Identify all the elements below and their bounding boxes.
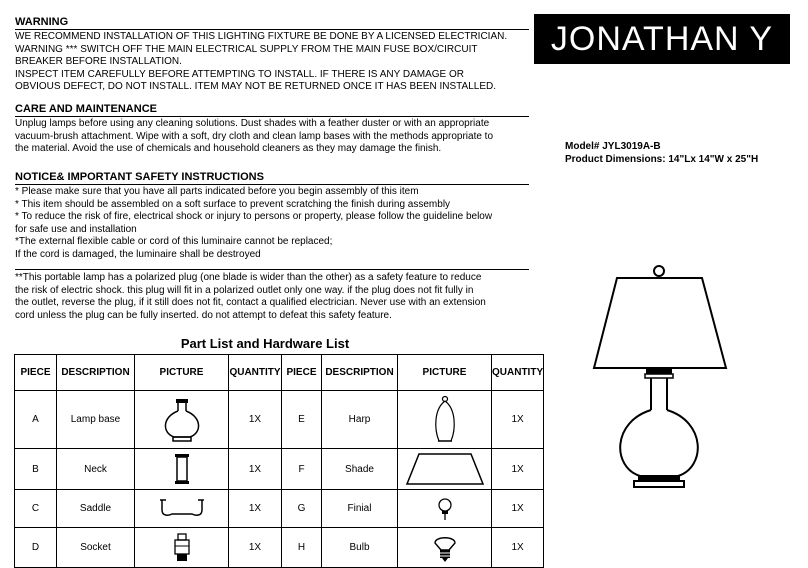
quantity-cell: 1X bbox=[492, 490, 544, 528]
divider bbox=[15, 29, 529, 30]
harp-icon bbox=[430, 395, 460, 445]
product-dimensions: Product Dimensions: 14"Lx 14"W x 25"H bbox=[565, 154, 759, 165]
header-piece: PIECE bbox=[282, 355, 322, 391]
notice-line: If the cord is damaged, the luminaire shall be destroyed bbox=[15, 248, 261, 260]
table-row bbox=[15, 391, 544, 449]
care-line: the material. Avoid the use of chemicals and household cleaners as they may damage the finish. bbox=[15, 143, 442, 154]
plug-text bbox=[15, 272, 535, 322]
warning-text bbox=[15, 31, 535, 94]
plug-line: **This portable lamp has a polarized plug (one blade is wider than the other) as a safety feature to reduce bbox=[15, 272, 482, 283]
quantity-cell: 1X bbox=[492, 391, 544, 449]
description-cell: Socket bbox=[57, 528, 135, 568]
bulb-icon bbox=[432, 533, 458, 563]
parts-title: Part List and Hardware List bbox=[180, 336, 350, 351]
quantity-cell: 1X bbox=[229, 528, 282, 568]
table-row bbox=[15, 490, 544, 528]
header-description: DESCRIPTION bbox=[57, 355, 135, 391]
piece-cell: H bbox=[282, 528, 322, 568]
lamp-base-icon bbox=[160, 397, 204, 443]
model-info bbox=[565, 140, 758, 166]
model-number: Model# JYL3019A-B bbox=[565, 141, 661, 152]
brand-logo: JONATHAN Y bbox=[534, 14, 790, 64]
warning-heading: WARNING bbox=[15, 16, 69, 28]
warning-line: OBVIOUS DEFECT, DO NOT INSTALL. ITEM MAY NOT BE RETURNED ONCE IT HAS BEEN INSTALLED. bbox=[15, 81, 497, 92]
care-line: vacuum-brush attachment. Wipe with a soft, dry cloth and clean lamp bases with the methods appropriate to bbox=[15, 130, 494, 142]
divider bbox=[15, 116, 529, 117]
shade-icon bbox=[405, 451, 485, 487]
notice-line: * This item should be assembled on a soft surface to prevent scratching the finish during assembly bbox=[15, 198, 451, 210]
piece-cell: G bbox=[282, 490, 322, 528]
description-cell: Harp bbox=[322, 391, 398, 449]
quantity-cell: 1X bbox=[229, 449, 282, 490]
description-cell: Lamp base bbox=[57, 391, 135, 449]
header-picture: PICTURE bbox=[398, 355, 492, 391]
notice-text bbox=[15, 186, 535, 261]
piece-cell: D bbox=[15, 528, 57, 568]
warning-line: WARNING *** SWITCH OFF THE MAIN ELECTRICAL SUPPLY FROM THE MAIN FUSE BOX/CIRCUIT bbox=[15, 43, 478, 55]
description-cell: Shade bbox=[322, 449, 398, 490]
neck-icon bbox=[172, 452, 192, 486]
socket-icon bbox=[172, 532, 192, 564]
lamp-illustration bbox=[592, 262, 752, 512]
table-row bbox=[15, 528, 544, 568]
notice-line: for safe use and installation bbox=[15, 223, 137, 235]
care-text bbox=[15, 118, 535, 156]
quantity-cell: 1X bbox=[492, 528, 544, 568]
description-cell: Finial bbox=[322, 490, 398, 528]
plug-line: cord unless the plug can be fully inserted. do not attempt to defeat this safety feature. bbox=[15, 309, 392, 321]
quantity-cell: 1X bbox=[229, 490, 282, 528]
table-header-row bbox=[15, 355, 544, 391]
header-quantity: QUANTITY bbox=[492, 355, 544, 391]
piece-cell: A bbox=[15, 391, 57, 449]
divider bbox=[15, 269, 529, 270]
divider bbox=[15, 184, 529, 185]
warning-line: INSPECT ITEM CAREFULLY BEFORE ATTEMPTING TO INSTALL. IF THERE IS ANY DAMAGE OR bbox=[15, 68, 464, 80]
piece-cell: C bbox=[15, 490, 57, 528]
quantity-cell: 1X bbox=[492, 449, 544, 490]
description-cell: Neck bbox=[57, 449, 135, 490]
quantity-cell: 1X bbox=[229, 391, 282, 449]
header-quantity: QUANTITY bbox=[229, 355, 282, 391]
notice-heading: NOTICE& IMPORTANT SAFETY INSTRUCTIONS bbox=[15, 171, 264, 183]
header-description: DESCRIPTION bbox=[322, 355, 398, 391]
header-piece: PIECE bbox=[15, 355, 57, 391]
notice-line: * To reduce the risk of fire, electrical shock or injury to persons or property, please follow the guideline below bbox=[15, 211, 493, 222]
warning-line: WE RECOMMEND INSTALLATION OF THIS LIGHTING FIXTURE BE DONE BY A LICENSED ELECTRICIAN. bbox=[15, 31, 508, 42]
warning-line: BREAKER BEFORE INSTALLATION. bbox=[15, 56, 182, 67]
description-cell: Saddle bbox=[57, 490, 135, 528]
notice-line: * Please make sure that you have all parts indicated before you begin assembly of this item bbox=[15, 186, 419, 197]
header-picture: PICTURE bbox=[135, 355, 229, 391]
table-row bbox=[15, 449, 544, 490]
saddle-icon bbox=[158, 496, 206, 522]
piece-cell: F bbox=[282, 449, 322, 490]
plug-line: the risk of electric shock. this plug will fit in a polarized outlet only one way. if the plug does not fit fully in bbox=[15, 284, 474, 296]
finial-icon bbox=[435, 496, 455, 522]
parts-table bbox=[14, 354, 544, 568]
piece-cell: E bbox=[282, 391, 322, 449]
care-line: Unplug lamps before using any cleaning solutions. Dust shades with a feather duster or with an appropriate bbox=[15, 118, 490, 129]
notice-line: *The external flexible cable or cord of this luminaire cannot be replaced; bbox=[15, 236, 333, 247]
description-cell: Bulb bbox=[322, 528, 398, 568]
care-heading: CARE AND MAINTENANCE bbox=[15, 103, 157, 115]
piece-cell: B bbox=[15, 449, 57, 490]
plug-line: the outlet, reverse the plug, if it still does not fit, contact a qualified electrician. Never use with an extension bbox=[15, 297, 486, 308]
